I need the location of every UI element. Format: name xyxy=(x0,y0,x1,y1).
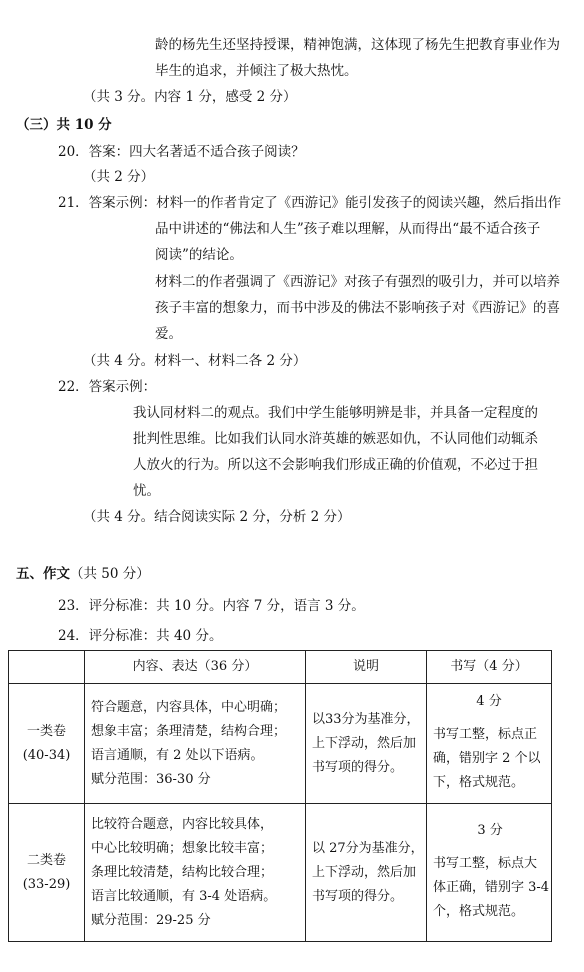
table-header-content: 内容、表达（36 分） xyxy=(85,651,306,684)
category-cell xyxy=(9,684,85,804)
category-range: (40-34) xyxy=(22,747,71,763)
q19-answer-line-1: 龄的杨先生还坚持授课，精神饱满，这体现了杨先生把教育事业作为 xyxy=(155,37,560,53)
note-line: 以 27分为基准分， xyxy=(312,840,424,856)
note-line: 上下浮动，然后加 xyxy=(312,735,417,751)
section3-heading: （三）共 10 分 xyxy=(16,117,112,133)
content-line: 条理比较清楚，结构比较合理； xyxy=(91,864,274,880)
writing-desc-line: 个，格式规范。 xyxy=(433,903,525,919)
q22-body-line-2: 批判性思维。比如我们认同水浒英雄的嫉恶如仇，不认同他们动辄杀 xyxy=(133,431,538,447)
q22-line-1: 22．答案示例： xyxy=(58,379,157,395)
content-line: 赋分范围：36-30 分 xyxy=(91,771,211,787)
q22-body-line-4: 忧。 xyxy=(133,483,160,499)
writing-cell xyxy=(427,684,552,804)
q19-answer-line-2: 毕生的追求，并倾注了极大热忱。 xyxy=(155,63,358,79)
q21-line-2: 品中讲述的“佛法和人生”孩子难以理解，从而得出“最不适合孩子 xyxy=(155,221,541,237)
writing-desc-line: 下，格式规范。 xyxy=(433,774,525,790)
q22-body-line-1: 我认同材料二的观点。我们中学生能够明辨是非，并具备一定程度的 xyxy=(133,405,538,421)
content-line: 语言比较通顺，有 3-4 处语病。 xyxy=(91,888,277,904)
content-line: 比较符合题意，内容比较具体， xyxy=(91,816,274,832)
q21-line-6: 爱。 xyxy=(155,326,182,342)
q22-score: （共 4 分。结合阅读实际 2 分，分析 2 分） xyxy=(83,509,351,525)
content-line: 语言通顺，有 2 处以下语病。 xyxy=(91,747,264,763)
writing-subtable xyxy=(427,816,553,930)
writing-cell xyxy=(427,804,552,942)
writing-subtable xyxy=(427,687,551,801)
note-cell xyxy=(306,684,427,804)
category-name: 二类卷 xyxy=(26,852,66,868)
writing-desc-line: 体正确，错别字 3-4 xyxy=(433,879,550,895)
section5-heading-title: 五、作文 xyxy=(16,566,70,582)
note-line: 书写项的得分。 xyxy=(312,759,404,775)
q24-standard: 24．评分标准：共 40 分。 xyxy=(58,628,223,644)
writing-desc xyxy=(427,846,553,930)
grading-table xyxy=(8,650,552,942)
q21-line-1: 21．答案示例：材料一的作者肯定了《西游记》能引发孩子的阅读兴趣，然后指出作 xyxy=(58,195,562,211)
q23-standard: 23．评分标准：共 10 分。内容 7 分，语言 3 分。 xyxy=(58,598,365,614)
content-line: 想象丰富；条理清楚，结构合理； xyxy=(91,723,287,739)
note-line: 书写项的得分。 xyxy=(312,888,404,904)
writing-desc-line: 书写工整，标点正 xyxy=(433,726,538,742)
q21-line-5: 孩子丰富的想象力，而书中涉及的佛法不影响孩子对《西游记》的喜 xyxy=(155,300,560,316)
table-header-note: 说明 xyxy=(306,651,427,684)
note-line: 上下浮动，然后加 xyxy=(312,864,417,880)
q21-line-3: 阅读”的结论。 xyxy=(155,247,243,263)
writing-desc-line: 书写工整，标点大 xyxy=(433,855,538,871)
writing-score: 4 分 xyxy=(476,693,502,709)
note-cell xyxy=(306,804,427,942)
section5-heading-points: （共 50 分） xyxy=(70,566,150,582)
q21-score: （共 4 分。材料一、材料二各 2 分） xyxy=(83,353,307,369)
q20-answer: 20．答案：四大名著适不适合孩子阅读？ xyxy=(58,144,305,160)
category-name: 一类卷 xyxy=(26,723,66,739)
table-header-category xyxy=(9,651,85,684)
content-cell xyxy=(85,804,306,942)
content-cell xyxy=(85,684,306,804)
category-range: (33-29) xyxy=(22,876,71,892)
content-line: 中心比较明确；想象比较丰富； xyxy=(91,840,274,856)
writing-desc xyxy=(427,717,551,801)
q20-score: （共 2 分） xyxy=(83,169,155,185)
section5-heading xyxy=(16,565,150,583)
table-header-row xyxy=(9,651,552,684)
table-row xyxy=(9,804,552,942)
content-line: 符合题意，内容具体，中心明确； xyxy=(91,699,287,715)
q22-body-line-3: 人放火的行为。所以这不会影响我们形成正确的价值观，不必过于担 xyxy=(133,457,538,473)
content-line: 赋分范围：29-25 分 xyxy=(91,912,211,928)
q21-line-4: 材料二的作者强调了《西游记》对孩子有强烈的吸引力，并可以培养 xyxy=(155,274,560,290)
writing-desc-line: 确，错别字 2 个以 xyxy=(433,750,541,766)
category-cell xyxy=(9,804,85,942)
table-row xyxy=(9,684,552,804)
writing-score: 3 分 xyxy=(477,822,503,838)
table-header-writing: 书写（4 分） xyxy=(427,651,552,684)
note-line: 以33分为基准分， xyxy=(312,711,420,727)
q19-score: （共 3 分。内容 1 分，感受 2 分） xyxy=(83,89,297,105)
